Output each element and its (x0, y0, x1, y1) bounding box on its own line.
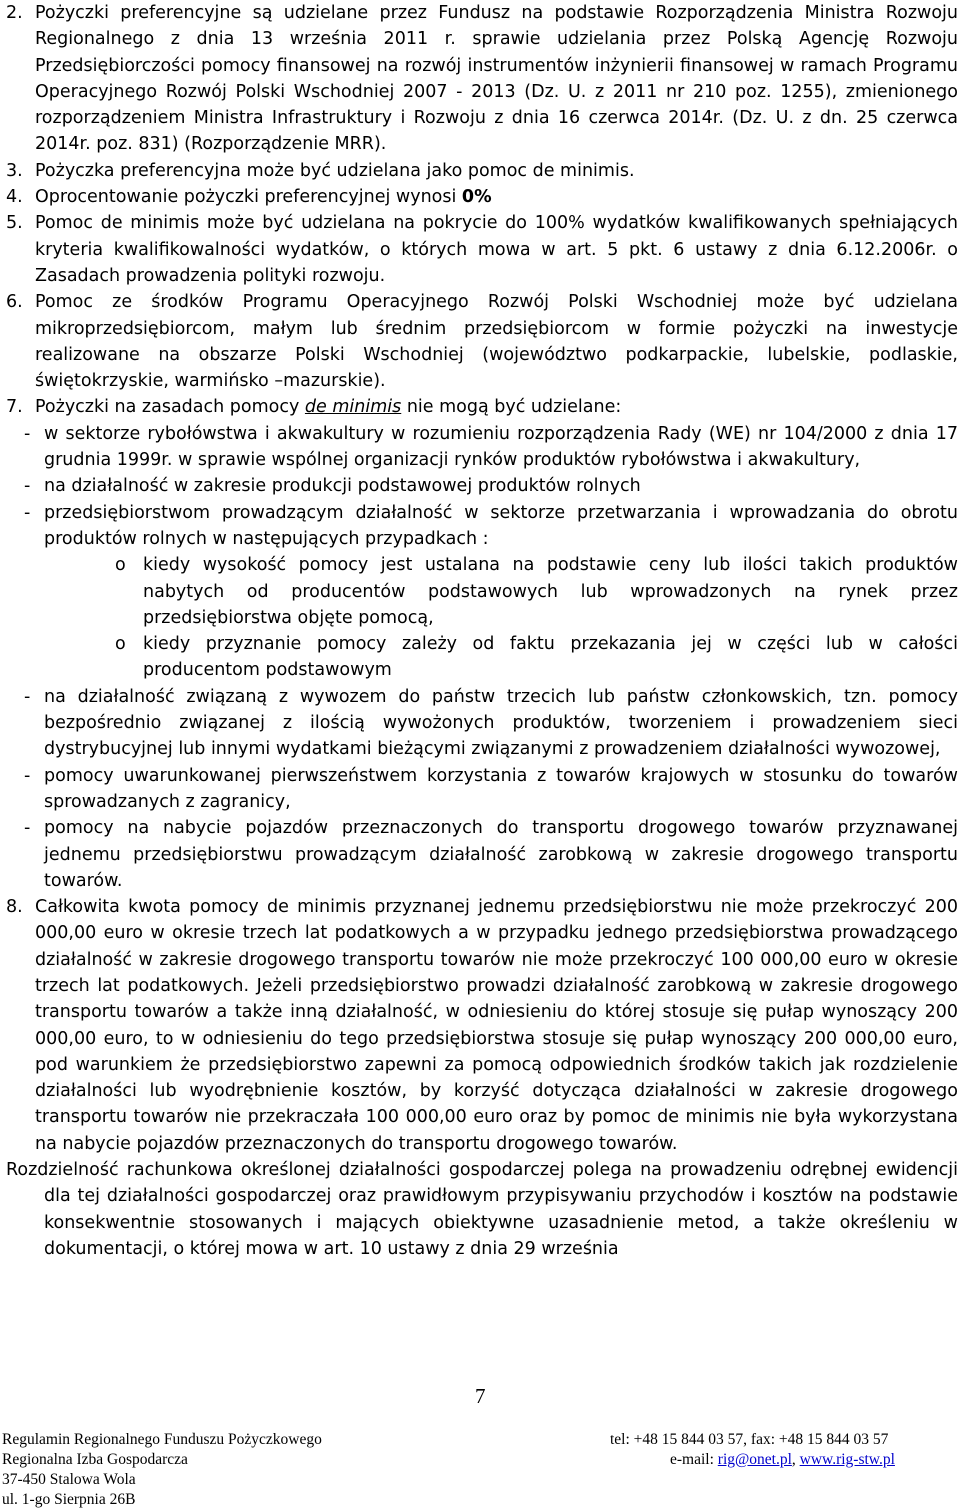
document-body (6, 0, 958, 1262)
sub-item (6, 552, 958, 631)
sub-marker: o (115, 634, 126, 655)
footer-line: Regionalna Izba Gospodarcza (2, 1451, 188, 1468)
closing-paragraph: Rozdzielność rachunkowa określonej działalności gospodarczej polega na prowadzeniu odrębnej ewidencji dla tej działalności gospodarczej oraz prawidłowym przypisywaniu przychodów i kosztów na podstawie konsekwentnie stosowanych i mających obiektywne uzasadnienie metod, a także określeniu w dokumentacji, o której mowa w art. 10 ustawy z dnia 29 września (6, 1160, 958, 1259)
dash-item (6, 473, 958, 499)
item-text-pre: Pożyczki na zasadach pomocy (35, 397, 300, 418)
item-number: 2. (6, 3, 23, 23)
dash-text: na działalność związaną z wywozem do państw trzecich lub państw członkowskich, tzn. pomocy bezpośrednio związanej z ilością wywożonych produktów, tworzeniem i prowadzeniem sieci dystrybucyjnej lub innymi wydatkami bieżącymi związanymi z prowadzeniem działalności wywozowej, (44, 686, 958, 760)
interest-rate-value: 0% (461, 187, 492, 208)
sub-marker: o (115, 555, 126, 576)
dash-text: na działalność w zakresie produkcji podstawowej produktów rolnych (44, 476, 641, 497)
sub-text: kiedy przyznanie pomocy zależy od faktu przekazania jej w części lub w całości producentom podstawowym (143, 634, 958, 681)
sub-item (6, 631, 958, 684)
list-item-3 (6, 158, 958, 184)
footer-line: 37-450 Stalowa Wola (2, 1471, 136, 1488)
item-text: Pożyczki preferencyjne są udzielane przez Fundusz na podstawie Rozporządzenia Ministra Rozwoju Regionalnego z dnia 13 września 2011 r. sprawie udzielania przez Polską Agencję Rozwoju Przedsiębiorczości pomocy finansowej na rozwój instrumentów inżynierii finansowej w ramach Programu Operacyjnego Rozwój Polski Wschodniej 2007 - 2013 (Dz. U. z 2011 nr 210 poz. 1255), zmienionego rozporządzeniem Ministra Infrastruktury i Rozwoju z dnia 16 czerwca 2014r. (Dz. U. z dn. 25 czerwca 2014r. poz. 831) (Rozporządzenie MRR). (35, 3, 958, 155)
item-number: 5. (6, 213, 23, 234)
list-item-7 (6, 394, 958, 420)
list-item-6 (6, 289, 958, 394)
footer-line: Regulamin Regionalnego Funduszu Pożyczkowego (2, 1431, 322, 1448)
item-text-post: nie mogą być udzielane: (406, 397, 622, 418)
item-text: Pożyczka preferencyjna może być udzielana jako pomoc de minimis. (35, 160, 635, 181)
footer-email-line (610, 1450, 895, 1470)
footer-address (2, 1430, 322, 1510)
list-item-5 (6, 210, 958, 289)
item-number: 6. (6, 292, 23, 313)
dash-marker: - (24, 502, 31, 523)
footer-line: ul. 1-go Sierpnia 26B (2, 1491, 136, 1508)
email-link[interactable]: rig@onet.pl (717, 1451, 792, 1468)
item-text-emphasis: de minimis (304, 397, 402, 418)
item-number: 7. (6, 397, 23, 418)
item-text: Oprocentowanie pożyczki preferencyjnej wynosi (35, 187, 457, 208)
dash-item (6, 763, 958, 816)
email-label: e-mail: (670, 1451, 714, 1468)
list-item-4 (6, 184, 958, 210)
dash-marker: - (24, 476, 31, 497)
item-number: 4. (6, 187, 23, 208)
dash-item (6, 684, 958, 763)
footer-separator: , (791, 1451, 796, 1468)
dash-text: w sektorze rybołówstwa i akwakultury w rozumieniu rozporządzenia Rady (WE) nr 104/2000 z dnia 17 grudnia 1999r. w sprawie wspólnej organizacji rynków produktów rybołówstwa i akwakultury, (44, 423, 958, 471)
dash-marker: - (24, 818, 31, 839)
dash-marker: - (24, 423, 31, 444)
list-item-8 (6, 894, 958, 1157)
dash-text: pomocy na nabycie pojazdów przeznaczonych do transportu drogowego towarów przyznawanej jednemu przedsiębiorstwu prowadzącym działalność zarobkową w zakresie drogowego transportu towarów. (44, 818, 958, 891)
dash-text: pomocy uwarunkowanej pierwszeństwem korzystania z towarów krajowych w stosunku do towarów sprowadzanych z zagranicy, (44, 765, 958, 812)
dash-item (6, 815, 958, 894)
item-text: Całkowita kwota pomocy de minimis przyznanej jednemu przedsiębiorstwu nie może przekroczyć 200 000,00 euro w okresie trzech lat podatkowych a w przypadku jednego przedsiębiorstwa prowadzącego działalność w zakresie drogowego transportu towarów nie może przekroczyć 100 000,00 euro w okresie trzech lat podatkowych. Jeżeli przedsiębiorstwo prowadzi działalność zarobkową w zakresie drogowego transportu towarów a także inną działalność, w odniesieniu do której stosuje się pułap wynoszący 200 000,00 euro, to w odniesieniu do tego przedsiębiorstwa stosuje się pułap wynoszący 200 000,00 euro, pod warunkiem że przedsiębiorstwo zapewni za pomocą odpowiednich środków takich jak rozdzielenie działalności lub wyodrębnienie kosztów, by korzyść dotycząca działalności w zakresie drogowego transportu towarów nie przekraczała 100 000,00 euro oraz by pomoc de minimis nie była wykorzystana na nabycie pojazdów przeznaczonych do transportu drogowego towarów. (35, 897, 958, 1154)
item-number: 8. (6, 897, 23, 918)
dash-item (6, 500, 958, 553)
dash-item (6, 421, 958, 474)
page-number: 7 (475, 1384, 486, 1408)
sub-text: kiedy wysokość pomocy jest ustalana na podstawie ceny lub ilości takich produktów nabytych od producentów podstawowych lub wprowadzonych na rynek przez przedsiębiorstwa objęte pomocą, (143, 555, 958, 628)
website-link[interactable]: www.rig-stw.pl (799, 1451, 895, 1468)
dash-marker: - (24, 686, 31, 707)
footer-phone: tel: +48 15 844 03 57, fax: +48 15 844 03 57 (610, 1431, 889, 1448)
item-text: Pomoc ze środków Programu Operacyjnego Rozwój Polski Wschodniej może być udzielana mikroprzedsiębiorcom, małym lub średnim przedsiębiorcom w formie pożyczki na inwestycje realizowane na obszarze Polski Wschodniej (województwo podkarpackie, lubelskie, podlaskie, świętokrzyskie, warmińsko –mazurskie). (35, 292, 958, 392)
item-text: Pomoc de minimis może być udzielana na pokrycie do 100% wydatków kwalifikowanych spełniających kryteria kwalifikowalności wydatków, o których mowa w art. 5 pkt. 6 ustawy z dnia 6.12.2006r. o Zasadach prowadzenia polityki rozwoju. (35, 213, 958, 286)
item-number: 3. (6, 160, 23, 181)
dash-text: przedsiębiorstwom prowadzącym działalność w sektorze przetwarzania i wprowadzania do obrotu produktów rolnych w następujących przypadkach : (44, 502, 958, 549)
footer-contact (610, 1430, 895, 1470)
list-item-2 (6, 0, 958, 158)
dash-marker: - (24, 765, 31, 786)
